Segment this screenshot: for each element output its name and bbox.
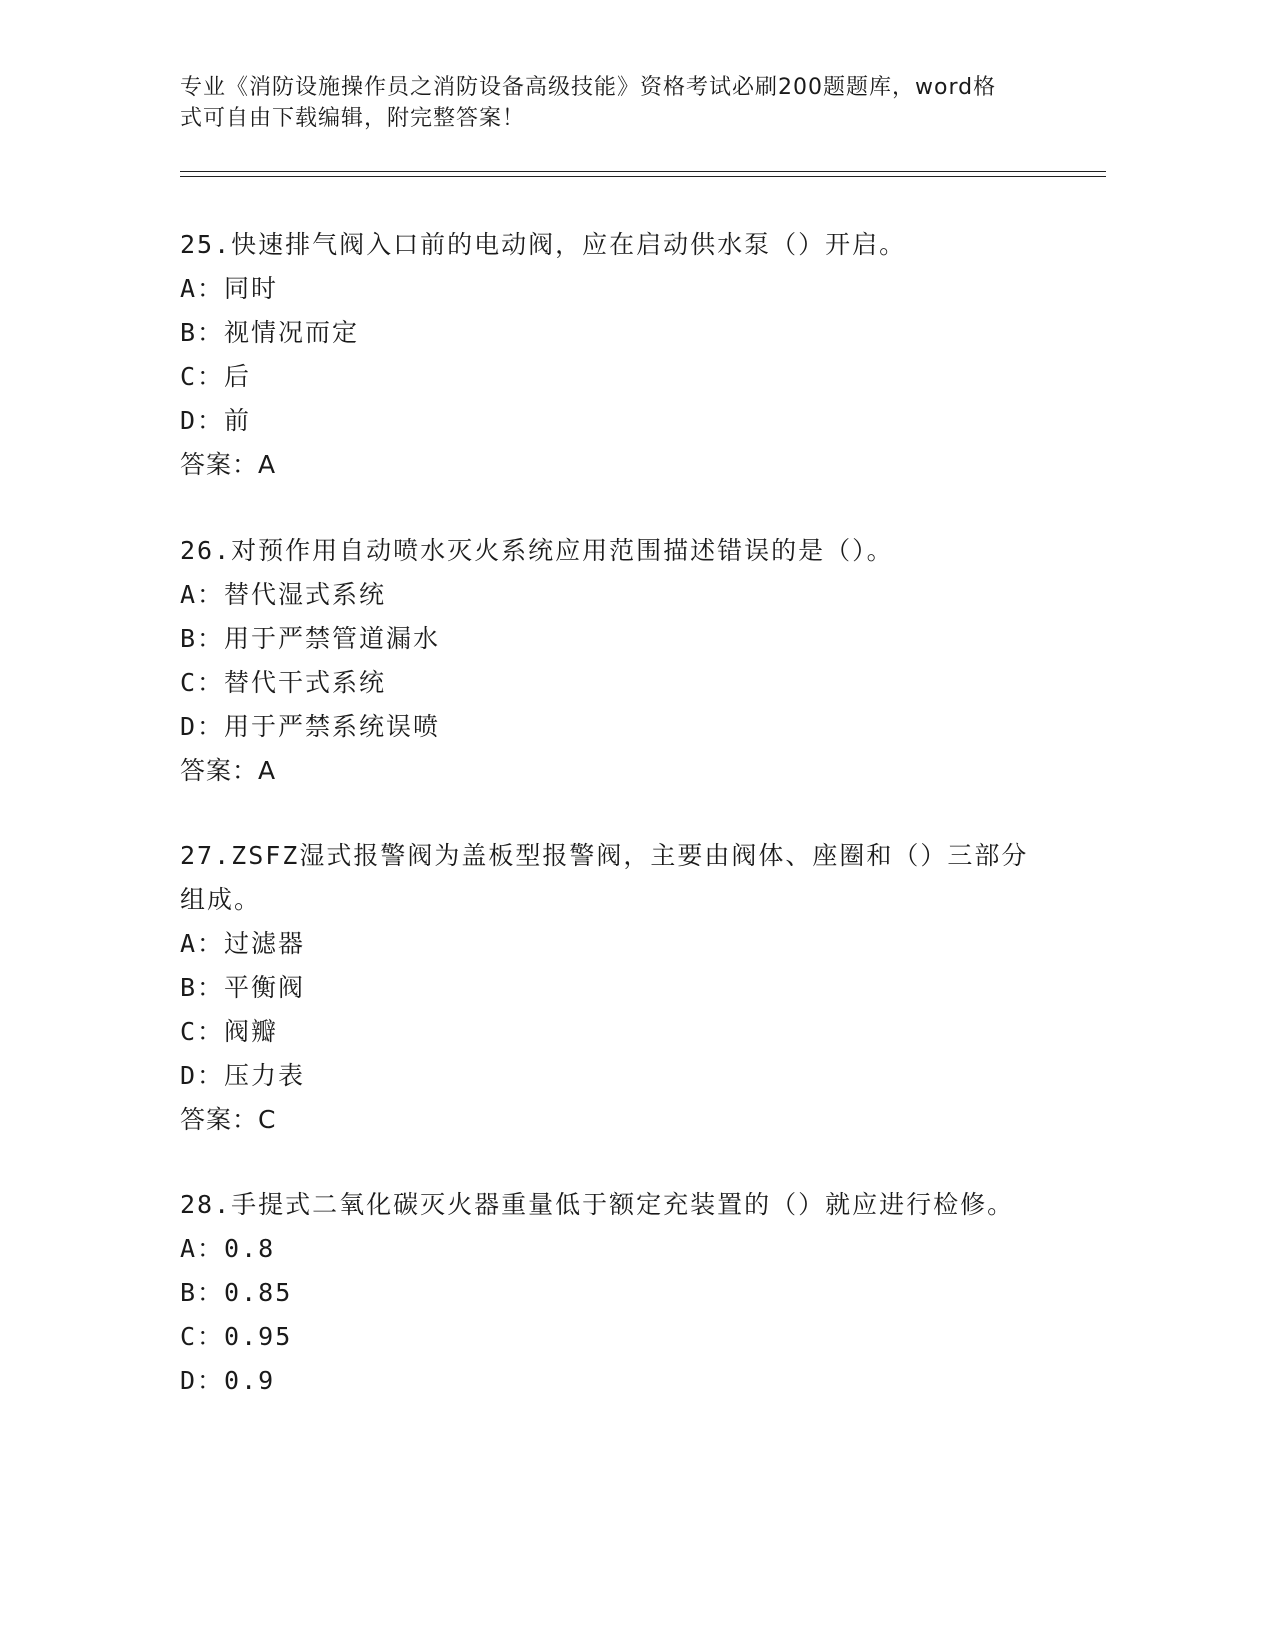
answer-line: 答案：A (180, 450, 277, 479)
header-divider-top (180, 171, 1106, 172)
option-c: C：后 (180, 362, 252, 391)
question-stem-line-2: 组成。 (180, 885, 262, 914)
question-stem-line-1: 27.ZSFZ湿式报警阀为盖板型报警阀，主要由阀体、座圈和（）三部分 (180, 841, 1029, 870)
option-b: B：0.85 (180, 1278, 293, 1307)
option-b: B：视情况而定 (180, 318, 360, 347)
option-a: A：过滤器 (180, 929, 306, 958)
question-stem: 26.对预作用自动喷水灭火系统应用范围描述错误的是（）。 (180, 536, 894, 565)
option-d: D：前 (180, 406, 252, 435)
header-line-2: 式可自由下载编辑，附完整答案！ (180, 106, 526, 131)
question-stem: 25.快速排气阀入口前的电动阀，应在启动供水泵（）开启。 (180, 230, 907, 259)
option-d: D：压力表 (180, 1061, 306, 1090)
option-c: C：阀瓣 (180, 1017, 279, 1046)
option-c: C：替代干式系统 (180, 668, 387, 697)
question-stem: 28.手提式二氧化碳灭火器重量低于额定充装置的（）就应进行检修。 (180, 1190, 1015, 1219)
option-a: A：0.8 (180, 1234, 276, 1263)
option-a: A：替代湿式系统 (180, 580, 387, 609)
question-25 (180, 223, 1060, 487)
option-d: D：用于严禁系统误喷 (180, 712, 441, 741)
header-line-1: 专业《消防设施操作员之消防设备高级技能》资格考试必刷200题题库，word格 (180, 75, 997, 100)
answer-line: 答案：C (180, 1105, 277, 1134)
header-divider-bottom (180, 176, 1106, 177)
option-b: B：用于严禁管道漏水 (180, 624, 441, 653)
option-a: A：同时 (180, 274, 279, 303)
option-b: B：平衡阀 (180, 973, 306, 1002)
document-header (180, 72, 1040, 134)
question-27 (180, 834, 1060, 1142)
question-28 (180, 1183, 1060, 1403)
option-c: C：0.95 (180, 1322, 293, 1351)
question-26 (180, 529, 1060, 793)
answer-line: 答案：A (180, 756, 277, 785)
option-d: D：0.9 (180, 1366, 276, 1395)
